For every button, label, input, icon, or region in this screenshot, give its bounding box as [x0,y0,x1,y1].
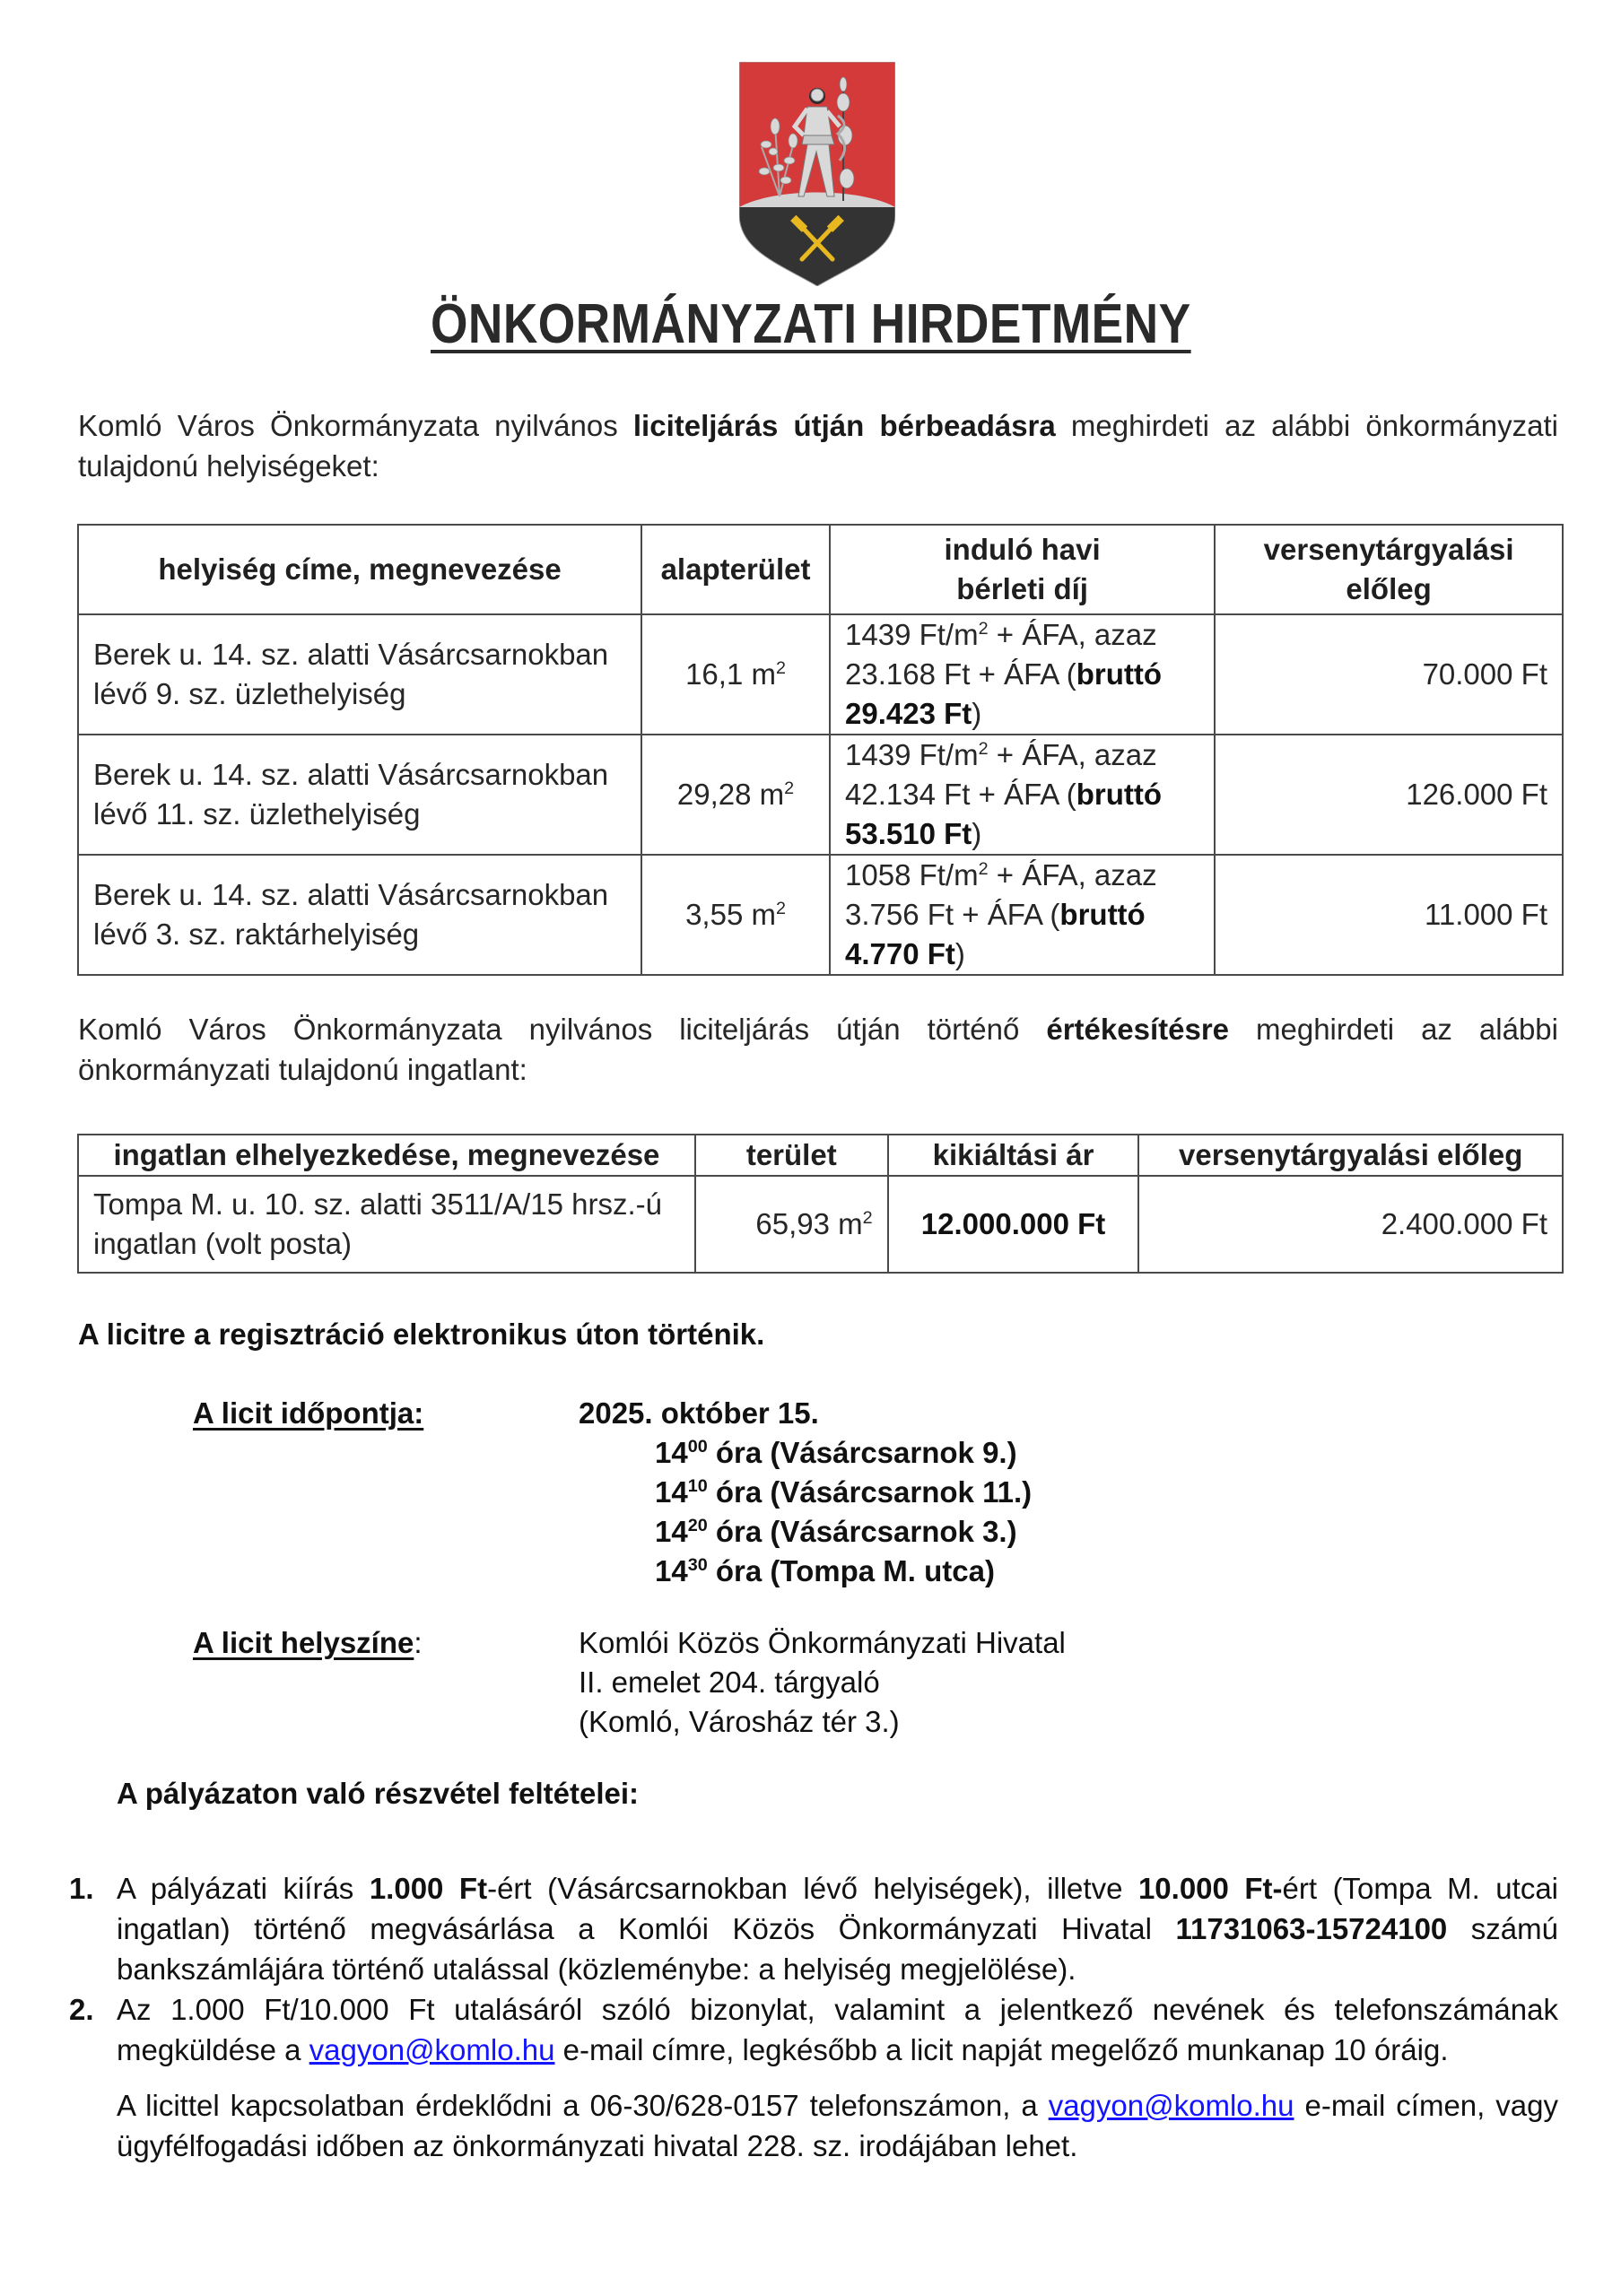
cell-address: Berek u. 14. sz. alatti Vásárcsarnokban lévő 9. sz. üzlethelyiség [78,614,641,735]
cell-deposit: 2.400.000 Ft [1138,1176,1563,1273]
table-row [78,614,1563,735]
cell-area: 29,28 $m^2$ [641,735,830,855]
rental-table [77,524,1564,976]
sale-intro-emphasis: értékesítésre [1046,1013,1230,1046]
auction-slot: $14^{20}$ óra (Vásárcsarnok 3.) [655,1515,1017,1548]
header-deposit: versenytárgyalási előleg [1138,1135,1563,1176]
cell-rent: 1058 $Ft/m^2$ + ÁFA, azaz 3.756 Ft + ÁFA (bruttó 4.770 Ft) [830,855,1215,975]
contact-paragraph: A licittel kapcsolatban érdeklődni a 06-30/628-0157 telefonszámon, a vagyon@komlo.hu e-mail címen, vagy ügyfélfogadási időben az önkormányzati hivatal 228. sz. irodájában lehet. [117,2089,1558,2162]
registration-note: A licitre a regisztráció elektronikus úton történik. [78,1318,765,1351]
header-price: kikiáltási ár [888,1135,1139,1176]
auction-place-address: Komlói Közös Önkormányzati Hivatal II. emelet 204. tárgyaló (Komló, Városház tér 3.) [579,1626,1066,1738]
cell-rent: 1439 $Ft/m^2$ + ÁFA, azaz 42.134 Ft + ÁFA (bruttó 53.510 Ft) [830,735,1215,855]
sale-table [77,1134,1564,1274]
coat-of-arms-icon [739,62,895,286]
list-item: 2. Az 1.000 Ft/10.000 Ft utalásáról szóló bizonylat, valamint a jelentkező nevének és telefonszámának megküldése a vagyon@komlo.hu e-mail címre, legkésőbb a licit napját megelőző munkanap 10 óráig. [69,1993,1558,2066]
table-row [78,735,1563,855]
header-address: helyiség címe, megnevezése [78,525,641,614]
email-link[interactable]: vagyon@komlo.hu [1048,2089,1294,2122]
cell-deposit: 70.000 Ft [1215,614,1563,735]
cell-address: Tompa M. u. 10. sz. alatti 3511/A/15 hrsz.-ú ingatlan (volt posta) [78,1176,695,1273]
auction-place-label: A licit helyszíne: [193,1626,423,1659]
email-link[interactable]: vagyon@komlo.hu [309,2033,555,2066]
rental-intro-paragraph: Komló Város Önkormányzata nyilvános liciteljárás útján bérbeadásra meghirdeti az alábbi önkormányzati tulajdonú helyiségeket: [78,409,1558,483]
conditions-list [69,1868,1558,2070]
header-deposit: versenytárgyalási előleg [1215,525,1563,614]
cell-price: 12.000.000 Ft [888,1176,1139,1273]
cell-area: 3,55 $m^2$ [641,855,830,975]
auction-slot: $14^{10}$ óra (Vásárcsarnok 11.) [655,1475,1033,1509]
auction-slot: $14^{30}$ óra (Tompa M. utca) [655,1554,995,1587]
list-item: 1. A pályázati kiírás 1.000 Ft-ért (Vásárcsarnokban lévő helyiségek), illetve 10.000 Ft-ért (Tompa M. utcai ingatlan) történő megvásárlása a Komlói Közös Önkormányzati Hivatal 11731063-15724100 számú bankszámlájára történő utalással (közleménybe: a helyiség megjelölése). [69,1872,1559,1986]
cell-area: 65,93 $m^2$ [695,1176,888,1273]
cell-address: Berek u. 14. sz. alatti Vásárcsarnokban lévő 3. sz. raktárhelyiség [78,855,641,975]
header-location: ingatlan elhelyezkedése, megnevezése [78,1135,695,1176]
header-area: terület [695,1135,888,1176]
cell-deposit: 126.000 Ft [1215,735,1563,855]
table-header-row [78,525,1563,614]
header-area: alapterület [641,525,830,614]
cell-address: Berek u. 14. sz. alatti Vásárcsarnokban lévő 11. sz. üzlethelyiség [78,735,641,855]
auction-date: 2025. október 15. [579,1396,819,1430]
cell-deposit: 11.000 Ft [1215,855,1563,975]
header-rent: induló havi bérleti díj [830,525,1215,614]
conditions-heading: A pályázaton való részvétel feltételei: [117,1777,639,1810]
sale-intro-paragraph: Komló Város Önkormányzata nyilvános liciteljárás útján történő értékesítésre meghirdeti az alábbi önkormányzati tulajdonú ingatlant: [78,1013,1558,1086]
table-row [78,855,1563,975]
page-title: ÖNKORMÁNYZATI HIRDETMÉNY [430,293,1191,355]
rental-intro-emphasis: liciteljárás útján bérbeadásra [632,409,1056,442]
table-header-row [78,1135,1563,1176]
auction-slot: $14^{00}$ óra (Vásárcsarnok 9.) [655,1436,1017,1469]
cell-area: 16,1 $m^2$ [641,614,830,735]
cell-rent: 1439 $Ft/m^2$ + ÁFA, azaz 23.168 Ft + ÁFA (bruttó 29.423 Ft) [830,614,1215,735]
table-row [78,1176,1563,1273]
auction-time-label: A licit időpontja: [193,1396,424,1430]
